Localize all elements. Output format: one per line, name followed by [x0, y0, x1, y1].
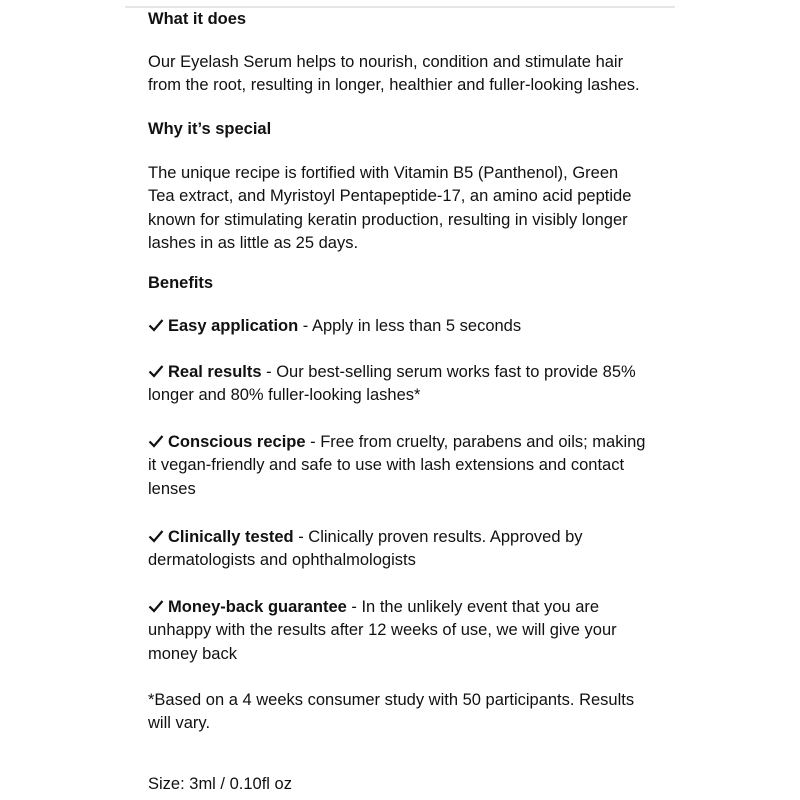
footnote [148, 689, 708, 736]
text-line: dermatologists and ophthalmologists [148, 551, 416, 570]
checkmark-icon [148, 434, 164, 448]
benefit-first-line [148, 315, 708, 338]
product-size: Size: 3ml / 0.10fl oz [148, 775, 292, 793]
what-it-does-text [148, 51, 708, 98]
text-line: will vary. [148, 714, 211, 733]
what-it-does-heading: What it does [148, 10, 247, 28]
why-special-text [148, 162, 708, 255]
text-line: it vegan-friendly and safe to use with lash extensions and contact [148, 456, 625, 475]
benefit-first-line [148, 596, 708, 619]
why-special-heading: Why it’s special [148, 120, 272, 138]
text-line: The unique recipe is fortified with Vitamin B5 (Panthenol), Green [148, 164, 619, 182]
text-line: unhappy with the results after 12 weeks of use, we will give your [148, 621, 617, 640]
text-line: longer and 80% fuller-looking lashes* [148, 386, 421, 405]
benefit-title: Conscious recipe [168, 433, 306, 451]
text-line: money back [148, 644, 237, 663]
benefit-title: Real results [168, 363, 262, 381]
benefit-item [148, 596, 708, 666]
benefit-description: - Apply in less than 5 seconds [298, 317, 522, 335]
text-line: lashes in as little as 25 days. [148, 233, 359, 252]
benefit-title: Money-back guarantee [168, 598, 347, 616]
text-line: Tea extract, and Myristoyl Pentapeptide-17, an amino acid peptide [148, 187, 632, 206]
text-line: *Based on a 4 weeks consumer study with 50 participants. Results [148, 691, 635, 709]
benefit-description: - Our best-selling serum works fast to provide 85% [261, 363, 636, 381]
benefit-title: Clinically tested [168, 528, 294, 546]
benefits-heading: Benefits [148, 274, 214, 292]
benefit-description: - In the unlikely event that you are [346, 598, 600, 616]
benefit-description: - Free from cruelty, parabens and oils; making [305, 433, 646, 451]
text-line: lenses [148, 479, 196, 498]
benefit-first-line [148, 431, 708, 454]
text-line: from the root, resulting in longer, healthier and fuller-looking lashes. [148, 76, 640, 95]
benefit-description: - Clinically proven results. Approved by [293, 528, 583, 546]
checkmark-icon [148, 599, 164, 613]
benefit-item [148, 431, 708, 501]
benefit-first-line [148, 361, 708, 384]
benefit-item [148, 526, 708, 573]
checkmark-icon [148, 364, 164, 378]
text-line: Our Eyelash Serum helps to nourish, condition and stimulate hair [148, 53, 624, 71]
benefit-title: Easy application [168, 317, 299, 335]
checkmark-icon [148, 529, 164, 543]
text-line: known for stimulating keratin production, resulting in visibly longer [148, 210, 628, 229]
checkmark-icon [148, 318, 164, 332]
benefit-item [148, 361, 708, 408]
benefit-first-line [148, 526, 708, 549]
benefit-item [148, 315, 708, 338]
